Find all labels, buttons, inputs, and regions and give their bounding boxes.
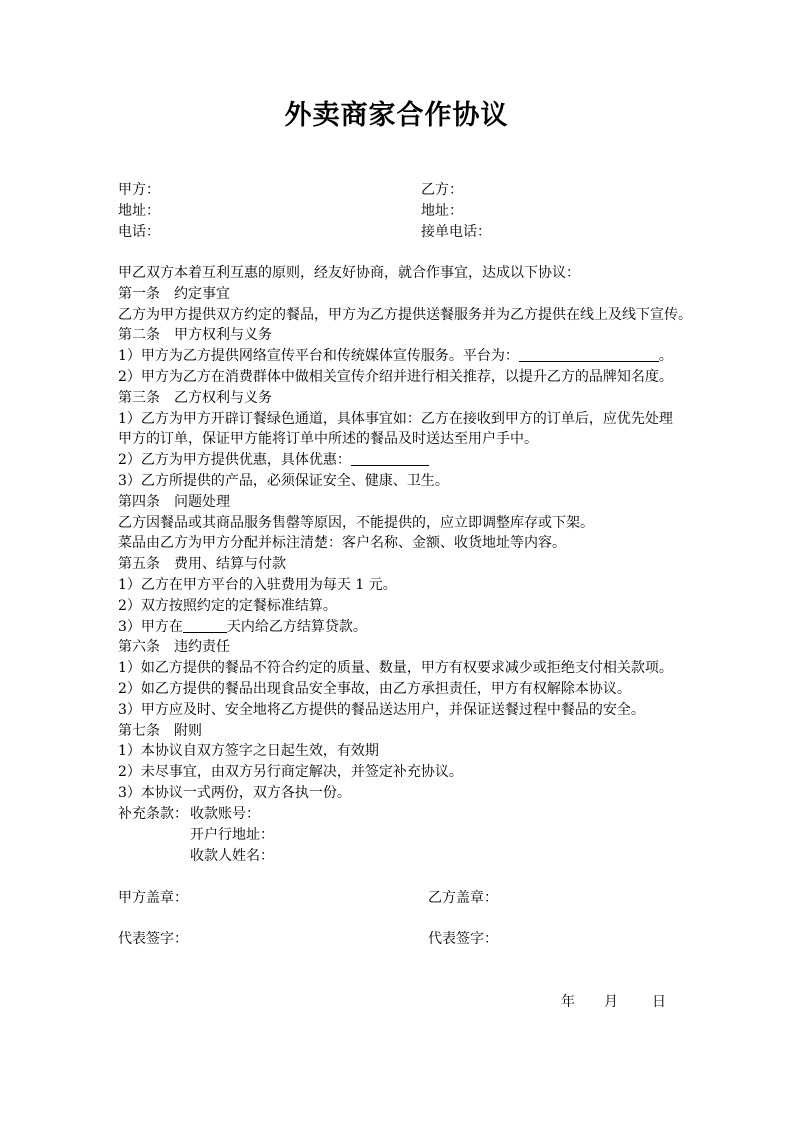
party-a-label: 甲方： xyxy=(118,182,160,198)
document-title: 外卖商家合作协议 xyxy=(284,100,509,131)
party-b-address-label: 地址： xyxy=(421,203,463,219)
discount-blank xyxy=(351,451,429,466)
date-year: 年 xyxy=(561,994,575,1010)
supplement-label: 补充条款： xyxy=(118,806,188,822)
supplement-name-label: 收款人姓名： xyxy=(190,848,274,864)
article-6-heading: 第六条 违约责任 xyxy=(118,639,230,656)
article-5-line-2: 2）双方按照约定的定餐标准结算。 xyxy=(118,597,337,614)
article-4-line-1: 乙方因餐品或其商品服务售罄等原因，不能提供的，应立即调整库存或下架。 xyxy=(118,514,594,531)
article-6-line-3: 3）甲方应及时、安全地将乙方提供的餐品送达用户，并保证送餐过程中餐品的安全。 xyxy=(118,701,645,718)
party-a-phone-label: 电话： xyxy=(118,224,160,240)
supplement-account-label: 收款账号： xyxy=(190,806,260,822)
date-day: 日 xyxy=(652,994,666,1010)
article-5-line-3-text: 3）甲方在 xyxy=(118,618,183,635)
article-3-heading: 第三条 乙方权利与义务 xyxy=(118,389,272,406)
article-5-heading: 第五条 费用、结算与付款 xyxy=(118,556,286,573)
article-7-line-2: 2）未尽事宜，由双方另行商定解决，并签定补充协议。 xyxy=(118,764,463,781)
intro-text: 甲乙双方本着互利互惠的原则，经友好协商，就合作事宜，达成以下协议： xyxy=(118,265,580,281)
party-b-seal-label: 乙方盖章： xyxy=(428,890,498,906)
article-3-line-3: 3）乙方所提供的产品，必须保证安全、健康、卫生。 xyxy=(118,472,449,489)
party-a-seal-label: 甲方盖章： xyxy=(118,890,188,906)
article-5-line-3 xyxy=(118,617,708,638)
article-1-line-1: 乙方为甲方提供双方约定的餐品，甲方为乙方提供送餐服务并为乙方提供在线上及线下宣传。 xyxy=(118,306,692,323)
party-a-rep-label: 代表签字： xyxy=(118,931,188,947)
date-month: 月 xyxy=(604,994,618,1010)
article-2-line-1-end: 。 xyxy=(658,348,673,365)
article-4-line-2: 菜品由乙方为甲方分配并标注清楚：客户名称、金额、收货地址等内容。 xyxy=(118,535,566,552)
article-6-line-1: 1）如乙方提供的餐品不符合约定的质量、数量，甲方有权要求减少或拒绝支付相关款项。 xyxy=(118,660,673,677)
agreement-body xyxy=(118,263,708,804)
party-a-address-label: 地址： xyxy=(118,203,160,219)
days-blank xyxy=(183,618,227,633)
article-5-line-3-end: 天内给乙方结算贷款。 xyxy=(226,618,367,635)
article-2-line-1 xyxy=(118,346,708,367)
article-4-heading: 第四条 问题处理 xyxy=(118,493,230,510)
article-7-line-3: 3）本协议一式两份，双方各执一份。 xyxy=(118,784,351,801)
article-2-line-1-text: 1）甲方为乙方提供网络宣传平台和传统媒体宣传服务。平台为： xyxy=(118,348,519,365)
article-1-heading: 第一条 约定事宜 xyxy=(118,285,230,302)
supplement-bank-label: 开户行地址： xyxy=(190,827,274,843)
article-5-line-1: 1）乙方在甲方平台的入驻费用为每天 1 元。 xyxy=(118,576,397,593)
article-7-line-1: 1）本协议自双方签字之日起生效，有效期 xyxy=(118,743,379,760)
party-b-phone-label: 接单电话： xyxy=(421,224,491,240)
article-3-line-1b: 甲方的订单，保证甲方能将订单中所述的餐品及时送达至用户手中。 xyxy=(118,431,538,448)
article-3-line-1a: 1）乙方为甲方开辟订餐绿色通道，具体事宜如：乙方在接收到甲方的订单后，应优先处理 xyxy=(118,410,673,427)
article-2-line-2: 2）甲方为乙方在消费群体中做相关宣传介绍并进行相关推荐，以提升乙方的品牌知名度。 xyxy=(118,368,673,385)
party-b-label: 乙方： xyxy=(421,182,463,198)
article-2-heading: 第二条 甲方权利与义务 xyxy=(118,327,272,344)
article-6-line-2: 2）如乙方提供的餐品出现食品安全事故，由乙方承担责任，甲方有权解除本协议。 xyxy=(118,680,631,697)
article-3-line-2-text: 2）乙方为甲方提供优惠，具体优惠： xyxy=(118,452,351,469)
party-b-rep-label: 代表签字： xyxy=(428,931,498,947)
article-3-line-2 xyxy=(118,450,708,471)
platform-blank xyxy=(519,347,659,362)
article-7-heading: 第七条 附则 xyxy=(118,722,202,739)
